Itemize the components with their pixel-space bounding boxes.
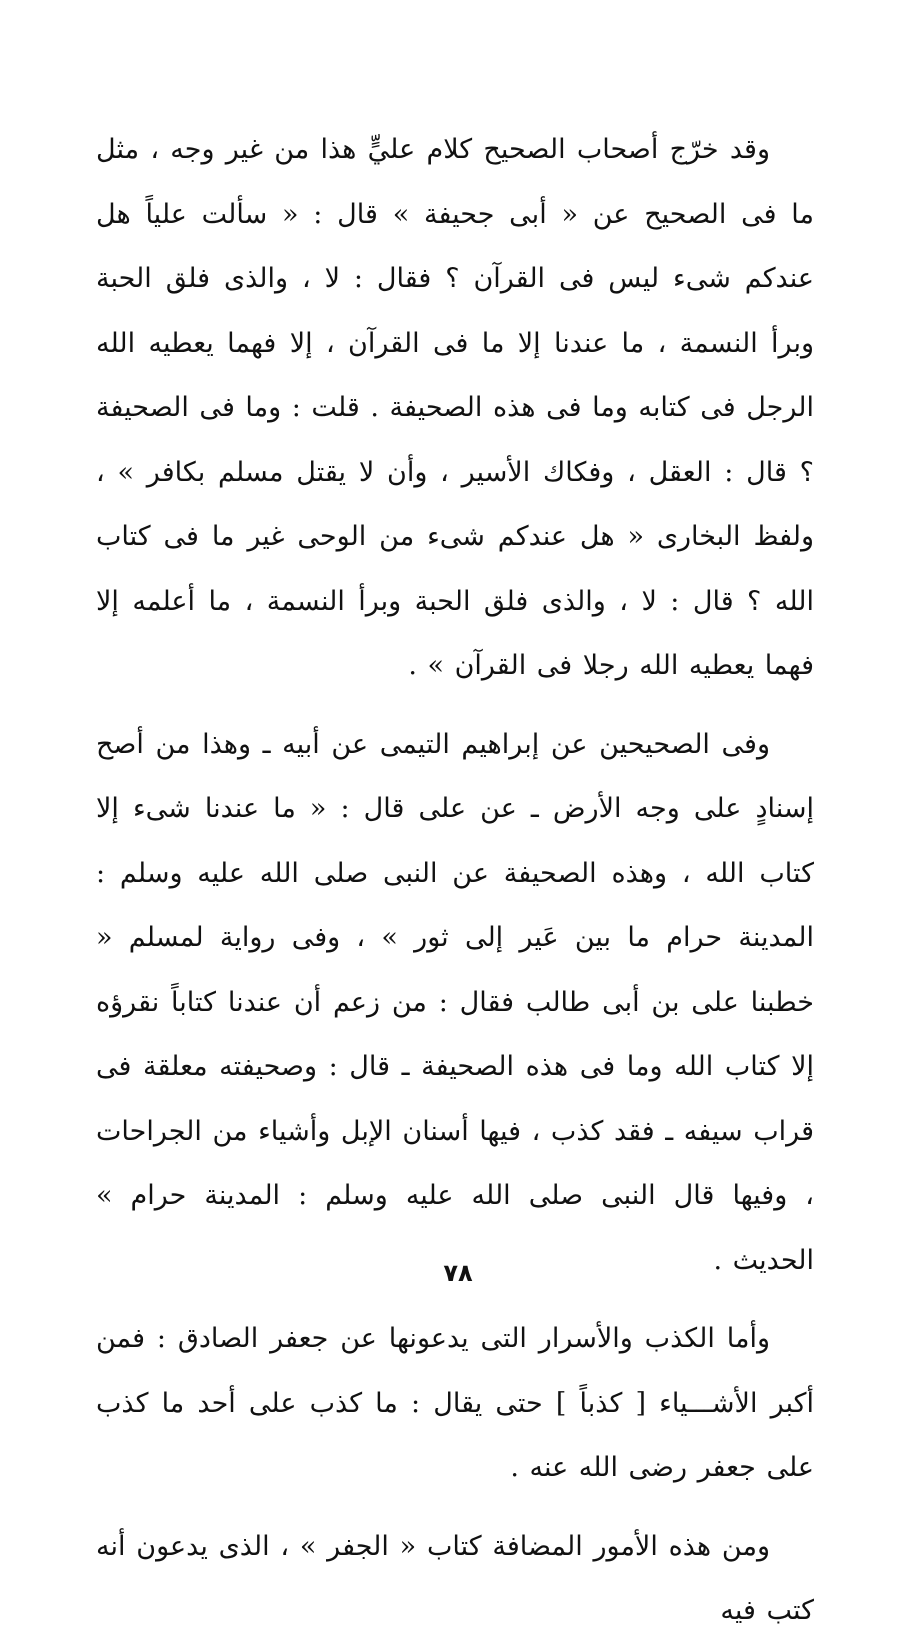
paragraph-4: ومن هذه الأمور المضافة كتاب « الجفر » ، الذى يدعون أنه كتب فيه — [96, 1530, 814, 1626]
paragraph-1: وقد خرّج أصحاب الصحيح كلام عليٍّ هذا من غير وجه ، مثل ما فى الصحيح عن « أبى جحيفة » قال : « سألت علياً هل عندكم شىء ليس فى القرآن ؟ فقال : لا ، والذى فلق الحبة وبرأ النسمة ، ما عندنا إلا ما فى القرآن ، إلا فهما يعطيه الله الرجل فى كتابه وما فى هذه الصحيفة . قلت : وما فى الصحيفة ؟ قال : العقل ، وفكاك الأسير ، وأن لا يقتل مسلم بكافر » ، ولفظ البخارى « هل عندكم شىء من الوحى غير ما فى كتاب الله ؟ قال : لا ، والذى فلق الحبة وبرأ النسمة ، ما أعلمه إلا فهما يعطيه الله رجلا فى القرآن » . — [96, 134, 814, 681]
paragraph-3: وأما الكذب والأسرار التى يدعونها عن جعفر الصادق : فمن أكبر الأشـــياء [ كذباً ] حتى يقال : ما كذب على أحد ما كذب على جعفر رضى الله عنه . — [96, 1323, 814, 1483]
paragraph-2: وفى الصحيحين عن إبراهيم التيمى عن أبيه ـ وهذا من أصح إسنادٍ على وجه الأرض ـ عن على قال : « ما عندنا شىء إلا كتاب الله ، وهذه الصحيفة عن النبى صلى الله عليه وسلم : المدينة حرام ما بين عَير إلى ثور » ، وفى رواية لمسلم « خطبنا على بن أبى طالب فقال : من زعم أن عندنا كتاباً نقرؤه إلا كتاب الله وما فى هذه الصحيفة ـ قال : وصحيفته معلقة فى قراب سيفه ـ فقد كذب ، فيها أسنان الإبل وأشياء من الجراحات ، وفيها قال النبى صلى الله عليه وسلم : المدينة حرام » الحديث . — [96, 728, 814, 1276]
page-number: ٧٨ — [443, 1259, 473, 1287]
page-body — [96, 118, 814, 1644]
